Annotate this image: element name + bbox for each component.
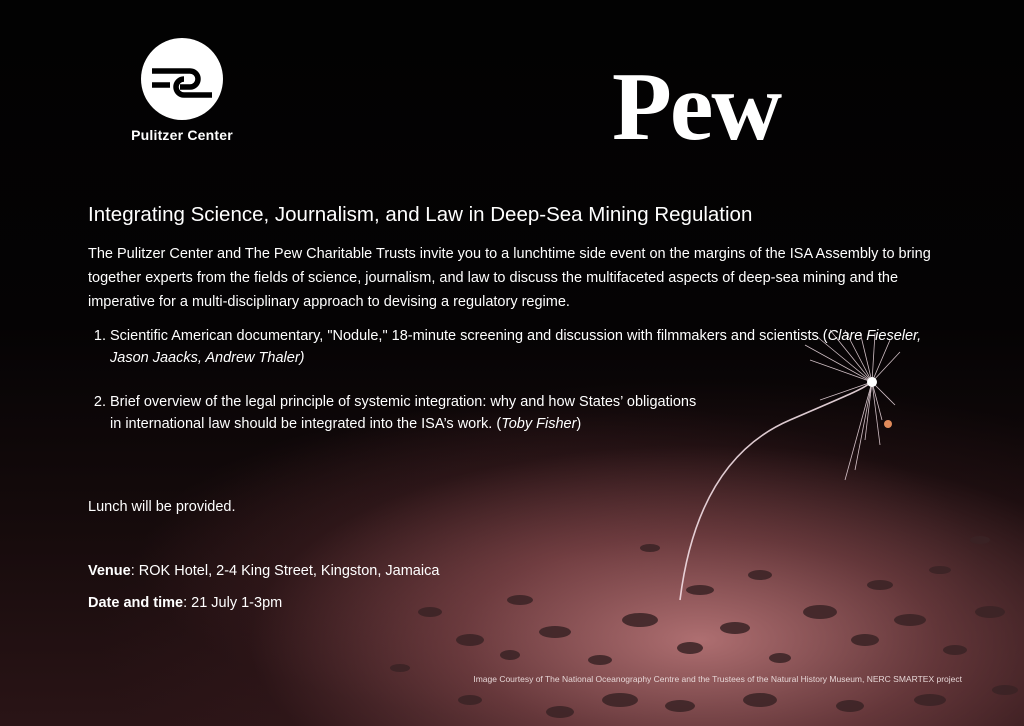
pew-logo: Pew xyxy=(612,53,781,161)
agenda-item-speakers: Clare Fieseler, Jason Jaacks, Andrew Thaler) xyxy=(110,328,922,366)
seafloor-nodules xyxy=(390,536,1018,718)
event-details xyxy=(88,202,958,435)
datetime-value: : 21 July 1-3pm xyxy=(183,595,283,611)
venue-label: Venue xyxy=(88,563,131,579)
agenda-list xyxy=(88,325,958,435)
agenda-item-speakers: Toby Fisher xyxy=(501,416,577,432)
agenda-item xyxy=(110,325,958,369)
pulitzer-center-mark-icon xyxy=(140,37,224,121)
agenda-item-text: Brief overview of the legal principle of systemic integration: why and how States’ obligations in international law should be integrated into the ISA’s work. ( xyxy=(110,394,697,432)
venue-line xyxy=(88,560,439,582)
lunch-note: Lunch will be provided. xyxy=(88,499,236,515)
pulitzer-center-name: Pulitzer Center xyxy=(131,127,233,143)
agenda-item-text: Scientific American documentary, "Nodule," 18-minute screening and discussion with filmmakers and scientists ( xyxy=(110,328,828,344)
agenda-item xyxy=(110,391,710,435)
pulitzer-center-logo xyxy=(126,37,238,143)
datetime-label: Date and time xyxy=(88,595,184,611)
agenda-item-close: ) xyxy=(576,416,582,432)
event-title: Integrating Science, Journalism, and Law in Deep-Sea Mining Regulation xyxy=(88,203,753,226)
datetime-line xyxy=(88,592,282,614)
event-intro: The Pulitzer Center and The Pew Charitable Trusts invite you to a lunchtime side event on the margins of the ISA Assembly to bring together experts from the fields of science, journalism, and law to discuss the multifaceted aspects of deep-sea mining and the imperative for a multi-disciplinary approach to devising a regulatory regime. xyxy=(88,246,931,310)
venue-value: : ROK Hotel, 2-4 King Street, Kingston, Jamaica xyxy=(130,563,440,579)
image-credit: Image Courtesy of The National Oceanography Centre and the Trustees of the Natural History Museum, NERC SMARTEX project xyxy=(473,674,962,684)
